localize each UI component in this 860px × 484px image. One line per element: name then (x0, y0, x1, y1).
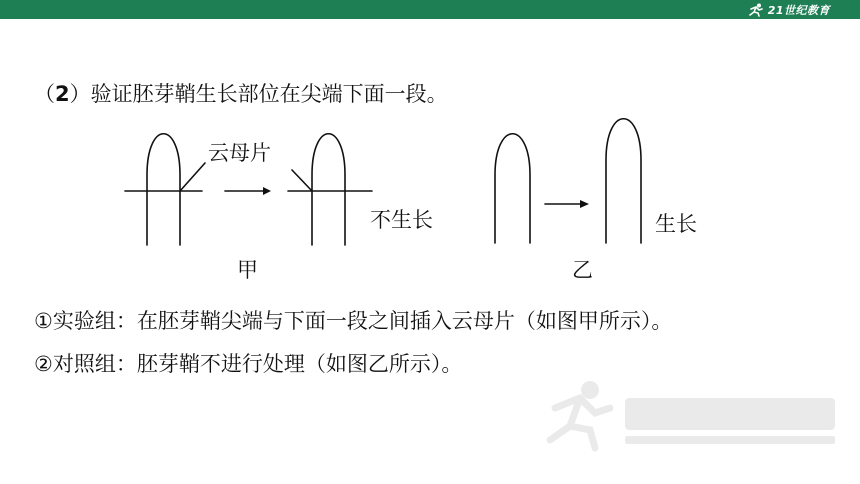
heading-text: ）验证胚芽鞘生长部位在尖端下面一段。 (69, 82, 448, 106)
watermark-logo (545, 378, 845, 458)
jia-right-coleoptile (312, 134, 345, 245)
heading-prefix: （ (34, 82, 55, 106)
jia-left-coleoptile (147, 134, 180, 245)
jia-right-cut-line (292, 170, 312, 191)
step-2-text: ②对照组：胚芽鞘不进行处理（如图乙所示）。 (34, 352, 463, 376)
yi-result-label: 生长 (655, 212, 697, 236)
jia-arrow-head (263, 187, 271, 195)
yi-caption: 乙 (572, 258, 593, 282)
step-1-text: ①实验组：在胚芽鞘尖端与下面一段之间插入云母片（如图甲所示）。 (34, 309, 673, 333)
mica-pointer-line (180, 163, 205, 191)
yi-left-coleoptile (495, 134, 530, 243)
mica-label: 云母片 (208, 141, 271, 165)
logo-text: 21世纪教育 (767, 3, 830, 17)
yi-right-coleoptile (606, 119, 641, 243)
yi-arrow-head (580, 200, 589, 208)
jia-result-label: 不生长 (370, 208, 433, 232)
jia-caption: 甲 (237, 258, 258, 282)
heading-number: 2 (55, 82, 70, 106)
